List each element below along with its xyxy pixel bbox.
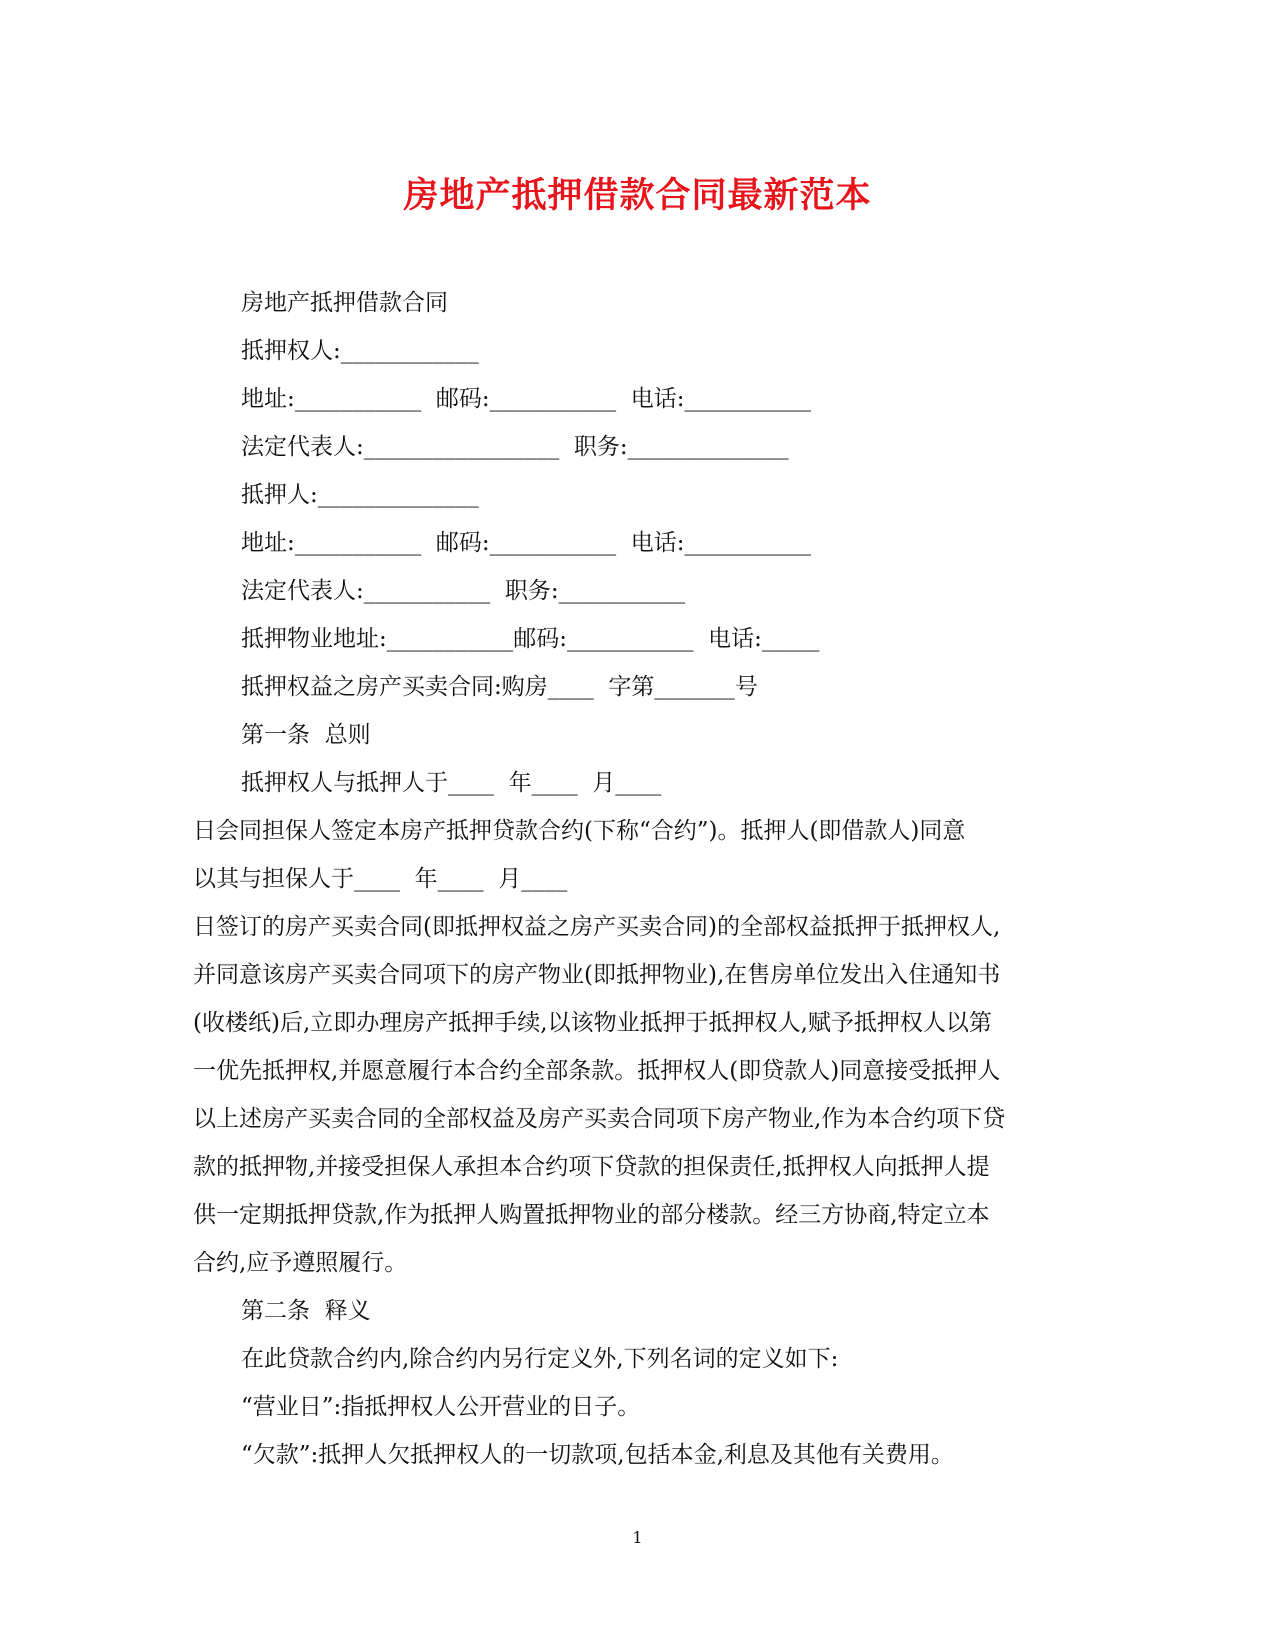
- paragraph-line: 一优先抵押权,并愿意履行本合约全部条款。抵押权人(即贷款人)同意接受抵押人: [193, 1058, 1001, 1084]
- paragraph-line: 以上述房产买卖合同的全部权益及房产买卖合同项下房产物业,作为本合约项下贷: [193, 1106, 1006, 1132]
- paragraph-line: 法定代表人:_________________ 职务:______________: [241, 434, 789, 460]
- paragraph-line: 抵押物业地址:___________邮码:___________ 电话:_____: [241, 626, 820, 652]
- paragraph-line: 并同意该房产买卖合同项下的房产物业(即抵押物业),在售房单位发出入住通知书: [193, 962, 1001, 988]
- section-heading: 第二条 释义: [241, 1298, 371, 1324]
- document-title: 房地产抵押借款合同最新范本: [403, 175, 872, 216]
- section-heading: 第一条 总则: [241, 722, 371, 748]
- paragraph-line: 款的抵押物,并接受担保人承担本合约项下贷款的担保责任,抵押权人向抵押人提: [193, 1154, 990, 1180]
- paragraph-line: 法定代表人:___________ 职务:___________: [241, 578, 686, 604]
- paragraph-line: 合约,应予遵照履行。: [193, 1250, 408, 1276]
- paragraph-line: 地址:___________ 邮码:___________ 电话:___________: [241, 530, 811, 556]
- paragraph-line: 抵押权人与抵押人于____ 年____ 月____: [241, 770, 662, 796]
- paragraph-line: 房地产抵押借款合同: [241, 290, 448, 316]
- paragraph-line: 抵押权人:____________: [241, 338, 479, 364]
- paragraph-line: 日签订的房产买卖合同(即抵押权益之房产买卖合同)的全部权益抵押于抵押权人,: [193, 914, 1001, 940]
- paragraph-line: 以其与担保人于____ 年____ 月____: [193, 866, 568, 892]
- definition-line: “营业日”:指抵押权人公开营业的日子。: [241, 1394, 641, 1420]
- paragraph-line: 日会同担保人签定本房产抵押贷款合约(下称“合约”)。抵押人(即借款人)同意: [193, 818, 966, 844]
- paragraph-line: 供一定期抵押贷款,作为抵押人购置抵押物业的部分楼款。经三方协商,特定立本: [193, 1202, 990, 1228]
- document-body: [193, 279, 1073, 1479]
- paragraph-line: 地址:___________ 邮码:___________ 电话:___________: [241, 386, 811, 412]
- paragraph-line: 抵押权益之房产买卖合同:购房____ 字第_______号: [241, 674, 758, 700]
- paragraph-line: (收楼纸)后,立即办理房产抵押手续,以该物业抵押于抵押权人,赋予抵押权人以第: [193, 1010, 992, 1036]
- page-number: 1: [632, 1528, 643, 1547]
- definition-line: “欠款”:抵押人欠抵押权人的一切款项,包括本金,利息及其他有关费用。: [241, 1442, 954, 1468]
- paragraph-line: 在此贷款合约内,除合约内另行定义外,下列名词的定义如下:: [241, 1346, 839, 1372]
- paragraph-line: 抵押人:______________: [241, 482, 479, 508]
